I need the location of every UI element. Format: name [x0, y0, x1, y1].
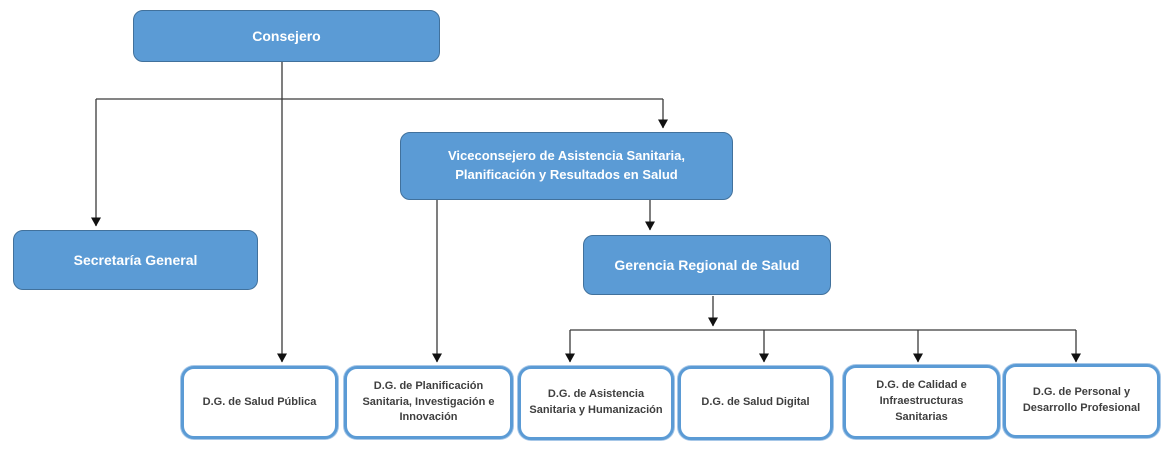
org-node-dg-asistencia: [518, 366, 674, 440]
org-node-consejero: [133, 10, 440, 62]
org-node-dg-personal-label: D.G. de Personal y Desarrollo Profesional: [1022, 386, 1141, 414]
org-node-dg-planificacion: [344, 366, 513, 439]
org-node-dg-salud-publica-label: D.G. de Salud Pública: [202, 395, 317, 408]
org-node-gerencia-regional-label: Gerencia Regional de Salud: [614, 256, 800, 273]
org-node-viceconsejero: [400, 132, 733, 200]
org-node-dg-salud-digital-label: D.G. de Salud Digital: [701, 396, 810, 409]
org-node-secretaria-general: [13, 230, 258, 290]
org-node-consejero-label: Consejero: [252, 27, 321, 44]
org-node-gerencia-regional: [583, 235, 831, 295]
org-node-dg-calidad: [843, 365, 1000, 439]
org-node-dg-planificacion-label: D.G. de Planificación Sanitaria, Investigación e Innovación: [362, 379, 495, 424]
org-node-secretaria-general-label: Secretaría General: [73, 251, 198, 268]
org-node-dg-calidad-label: D.G. de Calidad e Infraestructuras Sanitarias: [876, 379, 967, 423]
org-node-dg-salud-publica: [181, 366, 338, 439]
org-node-viceconsejero-label: Viceconsejero de Asistencia Sanitaria, Planificación y Resultados en Salud: [447, 148, 685, 182]
org-node-dg-salud-digital: [678, 366, 833, 440]
org-node-dg-asistencia-label: D.G. de Asistencia Sanitaria y Humanización: [529, 388, 663, 416]
org-node-dg-personal: [1003, 364, 1160, 438]
